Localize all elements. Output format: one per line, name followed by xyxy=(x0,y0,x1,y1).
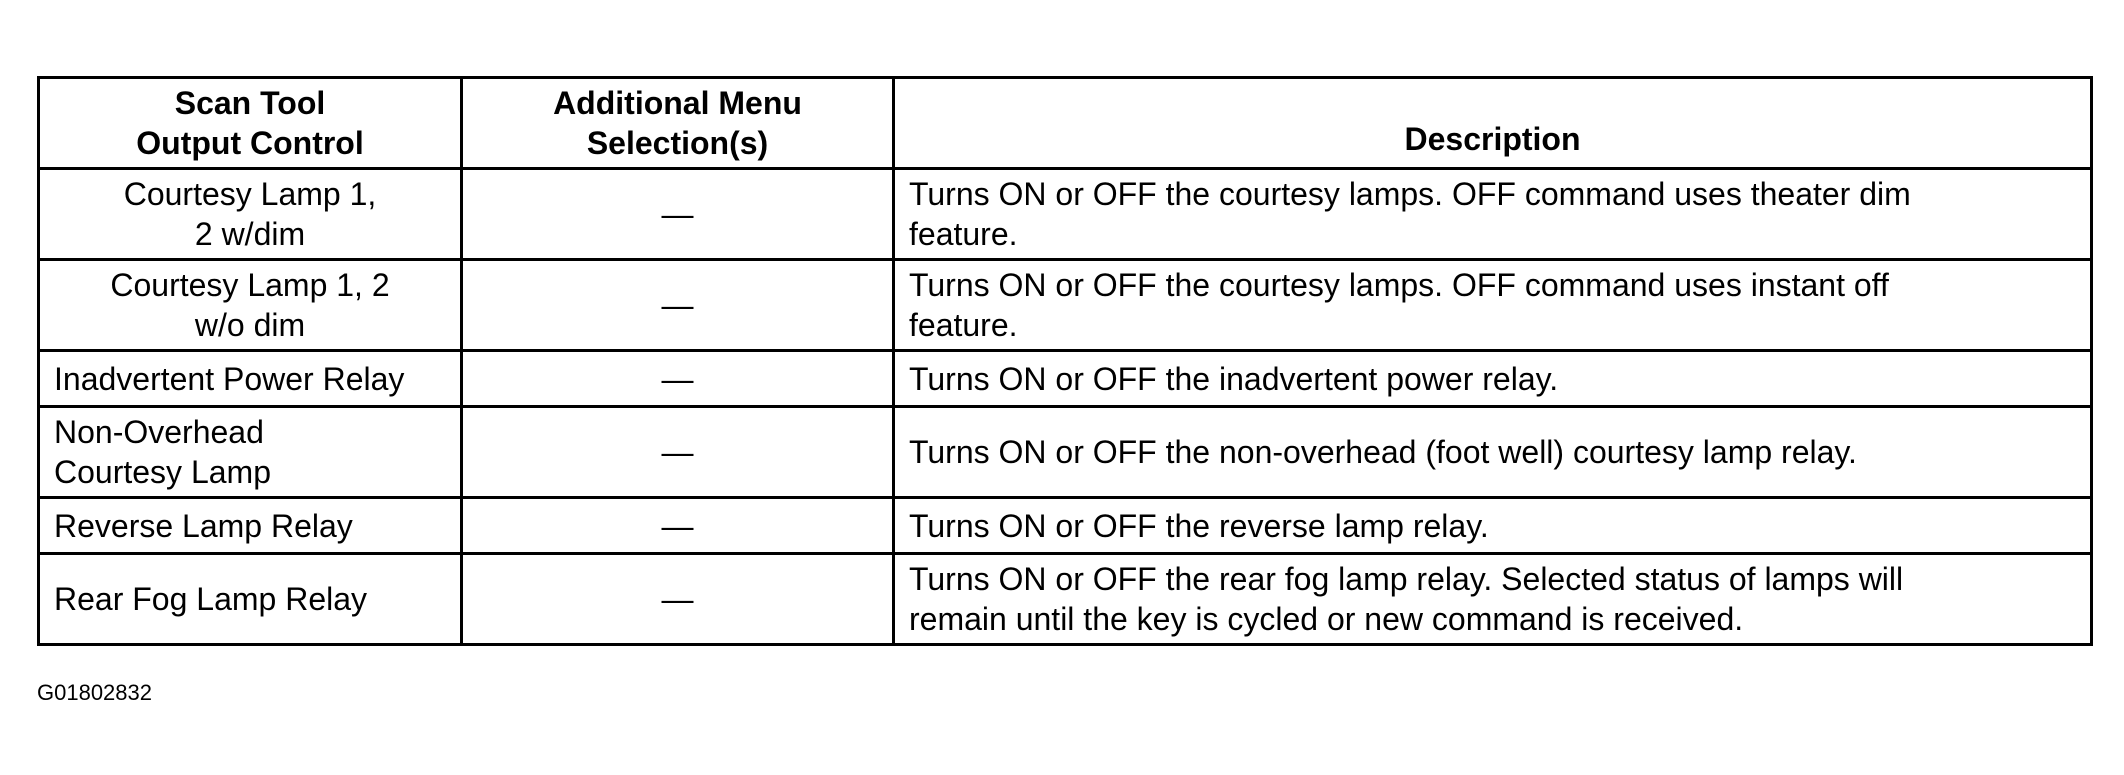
menu-selection-dash: — xyxy=(661,196,694,232)
header-menu-line-2: Selection(s) xyxy=(586,125,769,161)
menu-selection-dash: — xyxy=(661,507,694,544)
table-row xyxy=(39,407,2092,498)
output-control-table-container xyxy=(37,76,2090,646)
output-control-table xyxy=(37,76,2093,646)
header-description: Description xyxy=(894,78,2092,169)
description-line: remain until the key is cycled or new command is received. xyxy=(909,601,1744,637)
description-line: feature. xyxy=(909,307,1018,343)
control-line: Courtesy Lamp xyxy=(54,454,271,490)
cell-output-control xyxy=(39,260,462,351)
control-line: Reverse Lamp Relay xyxy=(54,507,353,544)
cell-output-control xyxy=(39,169,462,260)
cell-menu-selection xyxy=(462,554,894,645)
description-line: Turns ON or OFF the courtesy lamps. OFF command uses theater dim xyxy=(909,176,1911,212)
cell-description xyxy=(894,260,2092,351)
figure-id: G01802832 xyxy=(37,680,152,705)
table-header-row xyxy=(39,78,2092,169)
cell-menu-selection xyxy=(462,498,894,554)
description-line: Turns ON or OFF the courtesy lamps. OFF command uses instant off xyxy=(909,267,1889,303)
menu-selection-dash: — xyxy=(661,287,694,323)
cell-menu-selection xyxy=(462,169,894,260)
control-line: w/o dim xyxy=(194,307,306,343)
header-menu-line-1: Additional Menu xyxy=(553,85,802,121)
control-line: Courtesy Lamp 1, 2 xyxy=(110,267,390,303)
description-line: Turns ON or OFF the non-overhead (foot well) courtesy lamp relay. xyxy=(909,434,1857,470)
cell-description xyxy=(894,407,2092,498)
cell-output-control xyxy=(39,498,462,554)
menu-selection-dash: — xyxy=(661,581,694,617)
description-line: Turns ON or OFF the inadvertent power relay. xyxy=(909,360,1559,397)
table-row xyxy=(39,351,2092,407)
cell-description xyxy=(894,554,2092,645)
cell-output-control xyxy=(39,554,462,645)
cell-output-control xyxy=(39,407,462,498)
menu-selection-dash: — xyxy=(661,360,694,397)
header-control-line-1: Scan Tool xyxy=(174,85,326,121)
header-scan-tool-output-control xyxy=(39,78,462,169)
description-line: Turns ON or OFF the rear fog lamp relay. Selected status of lamps will xyxy=(909,561,1904,597)
menu-selection-dash: — xyxy=(661,434,694,470)
cell-menu-selection xyxy=(462,351,894,407)
table-row xyxy=(39,260,2092,351)
cell-menu-selection xyxy=(462,260,894,351)
cell-description xyxy=(894,169,2092,260)
cell-menu-selection xyxy=(462,407,894,498)
header-control-line-2: Output Control xyxy=(136,125,364,161)
description-line: Turns ON or OFF the reverse lamp relay. xyxy=(909,507,1489,544)
control-line: Rear Fog Lamp Relay xyxy=(54,581,368,617)
control-line: Non-Overhead xyxy=(54,414,264,450)
table-row xyxy=(39,554,2092,645)
cell-description xyxy=(894,498,2092,554)
table-row xyxy=(39,498,2092,554)
control-line: Courtesy Lamp 1, xyxy=(123,176,377,212)
control-line: 2 w/dim xyxy=(194,216,306,252)
description-line: feature. xyxy=(909,216,1018,252)
cell-output-control xyxy=(39,351,462,407)
cell-description xyxy=(894,351,2092,407)
control-line: Inadvertent Power Relay xyxy=(54,360,405,397)
table-row xyxy=(39,169,2092,260)
header-additional-menu-selections xyxy=(462,78,894,169)
